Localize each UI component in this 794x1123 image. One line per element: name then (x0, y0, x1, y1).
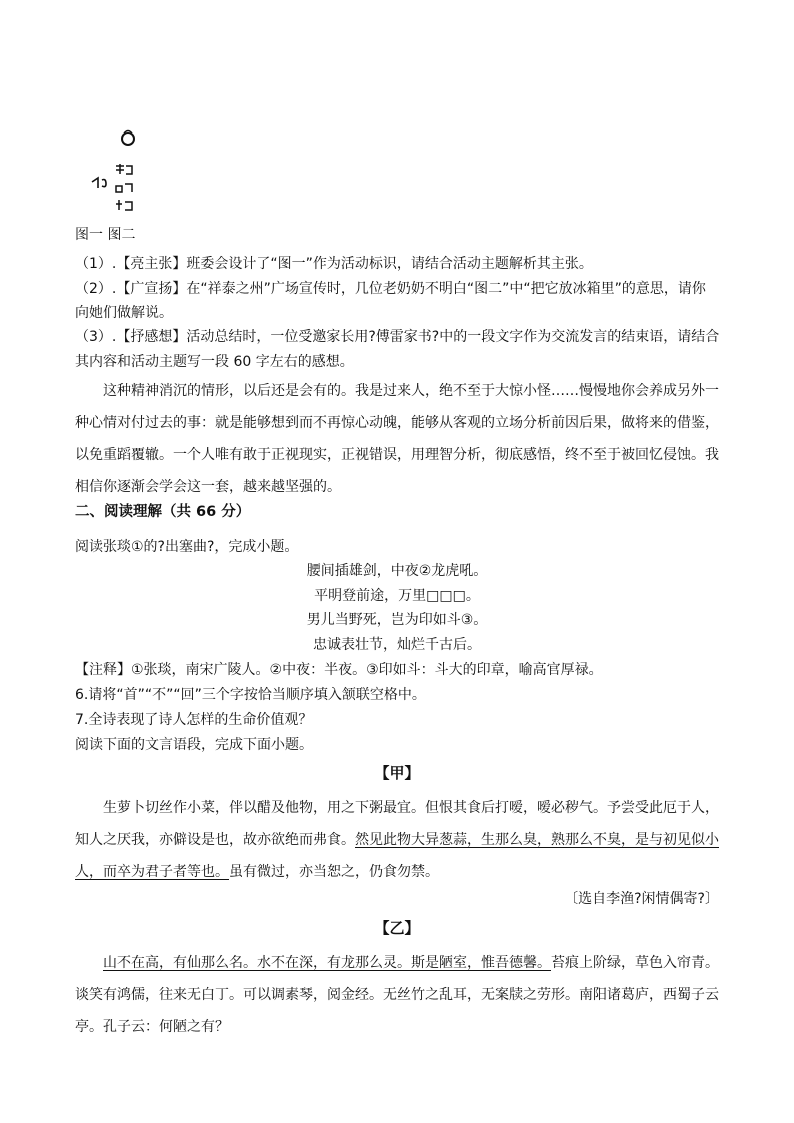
passage-yi-text (75, 947, 720, 1043)
question-3-line-2: 其内容和活动主题写一段 60 字左右的感想。 (75, 354, 354, 370)
poem-line: 腰间插雄剑，中夜②龙虎吼。 (306, 563, 488, 579)
passage-jia-text (75, 792, 720, 888)
activity-logo-figures (88, 126, 148, 221)
yi-underlined-sentence: 山不在高，有仙那么名。水不在深，有龙那么灵。斯是陋室，惟吾德馨。 (103, 955, 551, 971)
question-2-line-1: （2）.【广宣扬】在“祥泰之州”广场宣传时，几位老奶奶不明白“图二”中“把它放冰箱里”的意思，请你 (75, 281, 706, 297)
question-3-line-1: （3）.【抒感想】活动总结时，一位受邀家长用?傅雷家书?中的一段文字作为交流发言的结束语，请结合 (75, 329, 720, 345)
figure-caption: 图一 图二 (75, 227, 136, 243)
poem-line: 忠诚表壮节，灿烂千古后。 (313, 637, 481, 653)
jia-underlined-sentence: 然见此物大异葱蒜，生那么臭，熟那么不臭，是与初见似小人，而卒为君子者等也。 (75, 832, 719, 880)
section-2-title: 二、阅读理解（共 66 分） (75, 504, 251, 520)
question-1: （1）.【亮主张】班委会设计了“图一”作为活动标识，请结合活动主题解析其主张。 (75, 256, 593, 272)
yi-text-rest: 苔痕上阶绿，草色入帘青。谈笑有鸿儒，往来无白丁。可以调素琴，阅金经。无丝竹之乱耳，无案牍之劳形。南阳诸葛庐，西蜀子云亭。孔子云：何陋之有？ (75, 955, 719, 1035)
poem-intro: 阅读张琰①的?出塞曲?，完成小题。 (75, 539, 299, 555)
passage-yi-title: 【乙】 (374, 919, 420, 937)
poem-notes: 【注释】①张琰，南宋广陵人。②中夜：半夜。③印如斗：斗大的印章，喻高官厚禄。 (75, 662, 603, 678)
figure-one-mark (122, 133, 134, 145)
passage-jia-source: 〔选自李渔?闲情偶寄?〕 (564, 891, 719, 907)
question-6: 6.请将“首”“不”“回”三个字按恰当顺序填入颔联空格中。 (75, 687, 426, 703)
question-2-line-2: 向她们做解说。 (75, 305, 173, 321)
jia-text-part-1: 生萝卜切丝作小菜，伴以醋及他物，用之下粥最宜。但恨其食后打嗳，嗳必秽气。予尝受此厄于人，知人之厌我，亦僻设是也，故亦欲绝而弗食。 (75, 800, 719, 848)
passage-jia-title: 【甲】 (374, 764, 420, 782)
question-7: 7.全诗表现了诗人怎样的生命价值观？ (75, 712, 313, 728)
poem-line: 平明登前途，万里□□□。 (314, 588, 480, 604)
jia-text-part-2: 虽有微过，亦当恕之，仍食勿禁。 (229, 864, 439, 880)
poem-line: 男儿当野死，岂为印如斗③。 (306, 612, 488, 628)
figure-two-mark (92, 178, 106, 188)
fu-lei-quote: 这种精神消沉的情形，以后还是会有的。我是过来人，绝不至于大惊小怪……慢慢地你会养成另外一种心情对付过去的事：就是能够想到而不再惊心动魄，能够从客观的立场分析前因后果，做将来的借鉴，以免重蹈覆辙。一个人唯有敢于正视现实，正视错误，用理智分析，彻底感悟，终不至于被回忆侵蚀。我相信你逐渐会学会这一套，越来越坚强的。 (75, 383, 719, 495)
classical-intro: 阅读下面的文言语段，完成下面小题。 (75, 737, 313, 753)
